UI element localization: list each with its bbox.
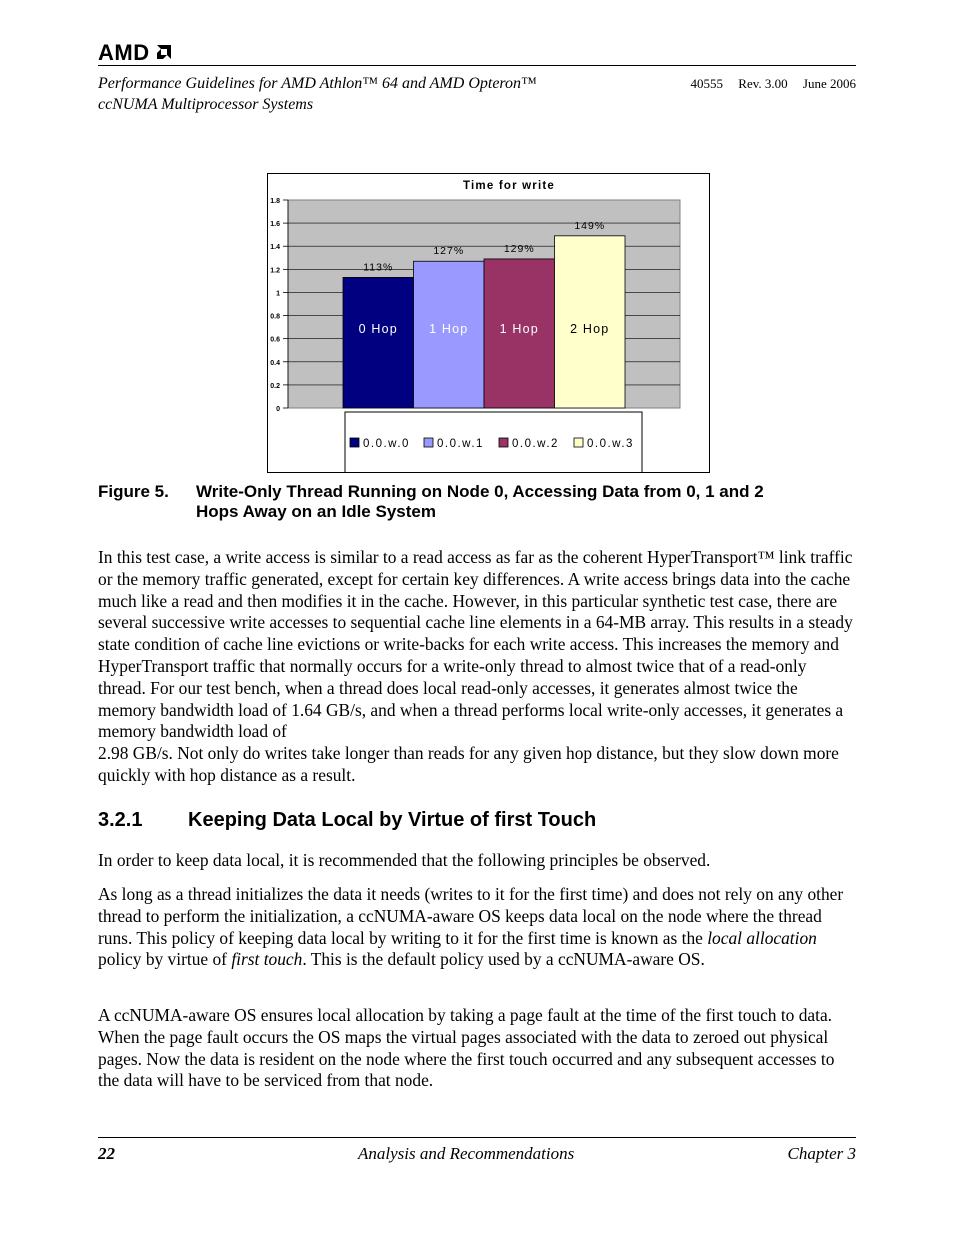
amd-logo xyxy=(98,40,173,66)
figure-caption-line1: Write-Only Thread Running on Node 0, Accessing Data from 0, 1 and 2 xyxy=(196,482,764,501)
doc-date: June 2006 xyxy=(802,76,856,91)
data-label: 129% xyxy=(503,242,535,255)
term-first-touch: first touch xyxy=(231,949,303,970)
doc-number: 40555 xyxy=(690,76,724,91)
document-title xyxy=(98,73,537,115)
chart-frame xyxy=(267,173,710,473)
legend-label: 0.0.w.0 xyxy=(363,438,410,450)
data-label: 113% xyxy=(363,261,394,274)
chart-title: Time for write xyxy=(463,180,555,192)
bar xyxy=(343,277,414,408)
legend-label: 0.0.w.3 xyxy=(587,438,634,450)
amd-arrow-icon xyxy=(155,43,173,61)
paragraph-write-access xyxy=(98,547,858,787)
page-number: 22 xyxy=(98,1144,115,1163)
doc-revision: Rev. 3.00 xyxy=(738,76,788,91)
term-local-allocation: local allocation xyxy=(707,927,817,948)
legend-label: 0.0.w.1 xyxy=(437,438,484,450)
logo-text: AMD xyxy=(98,40,150,65)
paragraph-text: As long as a thread initializes the data it needs (writes to it for the first time) and does not rely on any other thread to perform the initialization, a ccNUMA-aware OS keeps data local on the node where the thread runs. This policy of keeping data local by writing to it for the first time is known as the xyxy=(98,884,844,948)
section-number: 3.2.1 xyxy=(98,809,143,831)
paragraph-text: . This is the default policy used by a ccNUMA-aware OS. xyxy=(302,949,705,970)
y-tick-label: 1.8 xyxy=(270,198,280,205)
legend-swatch xyxy=(499,438,508,447)
y-tick-label: 0.4 xyxy=(270,359,280,367)
paragraph-first-touch xyxy=(98,884,858,971)
paragraph-principles: In order to keep data local, it is recommended that the following principles be observed. xyxy=(98,850,711,870)
document-meta xyxy=(679,76,856,92)
legend-swatch xyxy=(350,438,359,447)
header-rule xyxy=(98,65,856,66)
bar-category-label: 0 Hop xyxy=(358,322,398,336)
section-heading xyxy=(98,809,596,832)
data-label: 127% xyxy=(433,245,465,258)
figure-label: Figure 5. xyxy=(98,482,169,501)
footer-chapter: Chapter 3 xyxy=(787,1144,856,1163)
data-label: 149% xyxy=(574,219,606,232)
legend-swatch xyxy=(574,438,583,447)
legend-swatch xyxy=(424,438,433,447)
document-title-line2: ccNUMA Multiprocessor Systems xyxy=(98,96,314,113)
paragraph-text-end: 2.98 GB/s. Not only do writes take longer than reads for any given hop distance, but they slow down more quickly with hop distance as a result. xyxy=(98,743,839,785)
bar-category-label: 1 Hop xyxy=(429,322,469,336)
legend-label: 0.0.w.2 xyxy=(512,438,559,450)
y-tick-label: 0.8 xyxy=(270,313,280,321)
y-tick-label: 0.2 xyxy=(270,382,280,390)
y-tick-label: 1.4 xyxy=(270,244,280,252)
paragraph-text: In this test case, a write access is similar to a read access as far as the coherent HyperTransport™ link traffic or the memory traffic generated, except for certain key differences. A write access brings data into the cache much like a read and then modifies it in the cache. However, in this particular synthetic test case, there are several successive write accesses to sequential cache line elements in a 64-MB array. This results in a steady state condition of cache line evictions or write-backs for each write access. This increases the memory and HyperTransport traffic that normally occurs for a write-only thread to almost twice that of a read-only thread. For our test bench, when a thread does local read-only accesses, it generates almost twice the memory bandwidth load of 1.64 GB/s, and when a thread performs local write-only accesses, it generates a memory bandwidth load of xyxy=(98,547,853,742)
figure-caption-line2: Hops Away on an Idle System xyxy=(196,502,436,521)
section-title: Keeping Data Local by Virtue of first Touch xyxy=(188,809,597,831)
paragraph-text: policy by virtue of xyxy=(98,949,227,970)
y-tick-label: 1.6 xyxy=(270,221,280,229)
write-time-chart xyxy=(268,174,709,472)
y-tick-label: 0.6 xyxy=(270,336,280,344)
y-tick-label: 0 xyxy=(276,406,280,413)
footer-section: Analysis and Recommendations xyxy=(358,1144,575,1163)
figure-caption-text xyxy=(196,482,846,522)
document-title-line1: Performance Guidelines for AMD Athlon™ 64 and AMD Opteron™ xyxy=(98,75,537,92)
bar-category-label: 1 Hop xyxy=(499,322,539,336)
y-tick-label: 1 xyxy=(276,290,280,298)
paragraph-page-fault: A ccNUMA-aware OS ensures local allocation by taking a page fault at the time of the first touch to data. When the page fault occurs the OS maps the virtual pages associated with the data to zeroed out physical pages. Now the data is resident on the node where the first touch occurred and any subsequent accesses to the data will have to be serviced from that node. xyxy=(98,1005,835,1091)
y-tick-label: 1.2 xyxy=(270,267,280,275)
footer-rule xyxy=(98,1137,856,1138)
bar-category-label: 2 Hop xyxy=(570,322,610,336)
